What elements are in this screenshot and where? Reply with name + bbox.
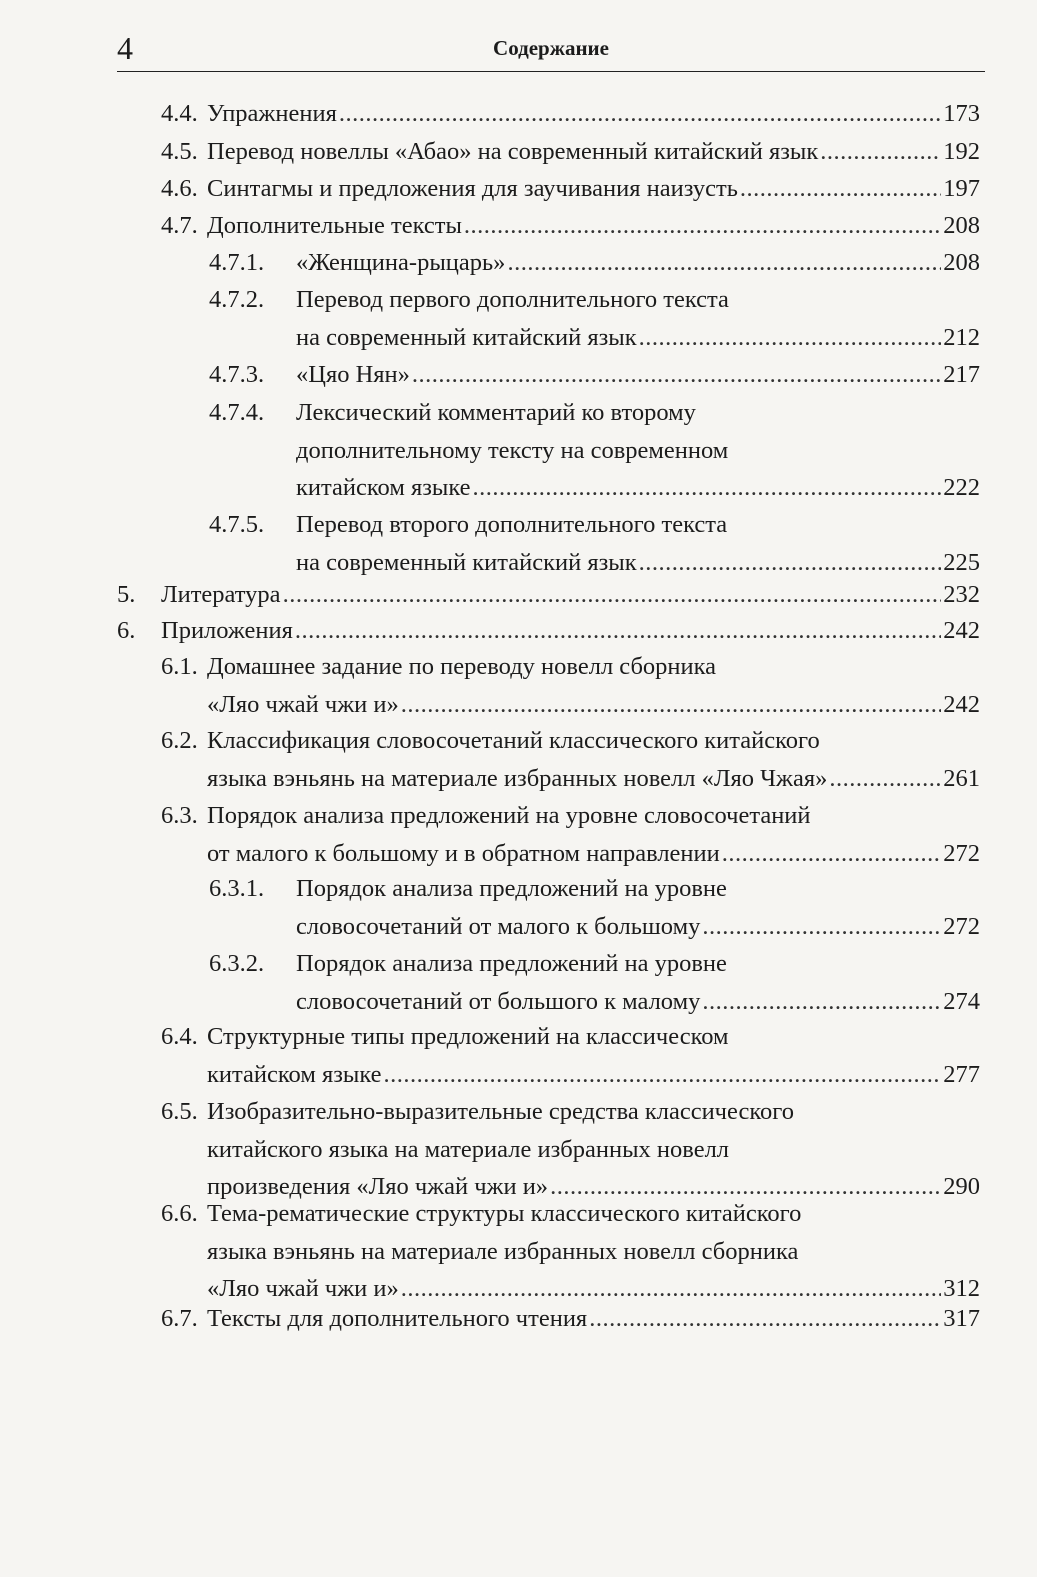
toc-page-number: 242 [943, 690, 980, 718]
dot-leader [412, 356, 941, 394]
toc-entry-line [209, 356, 980, 394]
toc-entry-line [209, 908, 980, 946]
toc-entry-number: 4.7.4. [209, 399, 265, 426]
toc-page-number: 225 [943, 548, 980, 576]
toc-entry-title: Дополнительные тексты [207, 212, 462, 239]
toc-entry-number: 4.7.3. [209, 361, 265, 388]
page-number: 4 [117, 30, 133, 66]
toc-entry-line [161, 1056, 980, 1094]
toc-entry-number: 4.7.1. [209, 249, 265, 276]
dot-leader [820, 133, 941, 171]
toc-entry-title: произведения «Ляо чжай чжи и» [207, 1173, 549, 1200]
toc-entry-title: Порядок анализа предложений на уровне [296, 950, 727, 977]
toc-entry-title: Изобразительно-выразительные средства классического [207, 1098, 794, 1125]
toc-page-number: 208 [943, 212, 980, 239]
toc-page-number: 261 [943, 764, 980, 792]
toc-entry-title: Перевод первого дополнительного текста [296, 286, 729, 313]
toc-entry-title: «Цяо Нян» [296, 361, 410, 388]
toc-entry-line [209, 394, 980, 432]
toc-entry-number: 4.4. [161, 100, 198, 127]
toc-page-number: 212 [943, 323, 980, 351]
toc-entry-line [161, 722, 980, 760]
dot-leader [283, 576, 942, 614]
toc-entry-title: Классификация словосочетаний классического китайского [207, 727, 820, 754]
toc-entry-title: «Ляо чжай чжи и» [207, 1275, 399, 1302]
toc-entry-number: 6.4. [161, 1023, 198, 1050]
toc-entry-line [161, 1093, 980, 1131]
toc-page-number: 192 [943, 138, 980, 165]
toc-entry-line [161, 760, 980, 798]
toc-entry-number: 6.2. [161, 727, 198, 754]
dot-leader [702, 983, 941, 1021]
toc-entry-title: дополнительному тексту на современном [296, 436, 729, 464]
toc-entry-title: Литература [161, 581, 281, 608]
toc-entry-line [161, 1195, 980, 1233]
toc-entry-title: Порядок анализа предложений на уровне словосочетаний [207, 802, 811, 829]
toc-entry-title: Домашнее задание по переводу новелл сборника [207, 653, 717, 680]
toc-entry-title: китайского языка на материале избранных новелл [207, 1135, 730, 1163]
toc-entry-title: Тексты для дополнительного чтения [207, 1305, 588, 1332]
toc-entry-number: 4.7. [161, 212, 198, 239]
toc-entry-line [161, 686, 980, 724]
dot-leader [829, 760, 941, 798]
toc-entry-number: 6.3.2. [209, 950, 265, 977]
toc-entry-title: Перевод новеллы «Абао» на современный китайский язык [207, 138, 819, 165]
toc-entry-title: китайском языке [296, 474, 471, 501]
toc-page-number: 232 [943, 581, 980, 608]
running-head [117, 30, 985, 70]
dot-leader [339, 95, 941, 133]
toc-entry-title: на современный китайский язык [296, 548, 637, 576]
dot-leader [295, 612, 941, 650]
toc-entry-line [209, 244, 980, 282]
toc-entry-line [161, 207, 980, 245]
toc-entry-title: Приложения [161, 617, 293, 644]
toc-entry-title: Упражнения [207, 100, 337, 127]
toc-entry-number: 6. [117, 617, 136, 644]
toc-entry-title: языка вэньянь на материале избранных новелл сборника [207, 1237, 799, 1265]
toc-entry-number: 6.1. [161, 653, 198, 680]
toc-page-number: 208 [943, 249, 980, 276]
dot-leader [473, 469, 942, 507]
header-divider [117, 71, 985, 72]
toc-entry-line [209, 319, 980, 357]
toc-entry-title: «Женщина-рыцарь» [296, 249, 506, 276]
toc-entry-number: 4.7.2. [209, 286, 265, 313]
toc-entry-line [161, 133, 980, 171]
toc-entry-line [161, 170, 980, 208]
dot-leader [464, 207, 941, 245]
toc-entry-line [117, 576, 980, 614]
toc-entry-line [161, 797, 980, 835]
toc-entry-line [209, 506, 980, 544]
toc-entry-title: на современный китайский язык [296, 323, 637, 351]
toc-entry-line [209, 870, 980, 908]
toc-entry-line [161, 648, 980, 686]
toc-entry-line [209, 983, 980, 1021]
toc-entry-line [161, 95, 980, 133]
toc-page-number: 242 [943, 617, 980, 644]
toc-page-number: 222 [943, 474, 980, 501]
toc-entry-title: Лексический комментарий ко второму [296, 399, 696, 426]
toc-entry-number: 5. [117, 581, 136, 608]
toc-entry-number: 6.3. [161, 802, 198, 829]
toc-entry-line [209, 945, 980, 983]
toc-page-number: 290 [943, 1173, 980, 1200]
dot-leader [722, 835, 941, 873]
toc-entry-number: 4.6. [161, 175, 198, 202]
toc-entry-line [161, 1131, 980, 1169]
toc-entry-title: Структурные типы предложений на классическом [207, 1023, 729, 1050]
dot-leader [401, 686, 942, 724]
toc-entry-title: Тема-рематические структуры классического китайского [207, 1200, 802, 1227]
toc-entry-number: 6.3.1. [209, 875, 265, 902]
dot-leader [740, 170, 941, 208]
toc-page-number: 272 [943, 912, 980, 940]
toc-page-number: 274 [943, 987, 980, 1015]
toc-page-number: 197 [943, 175, 980, 202]
toc-entry-title: Синтагмы и предложения для заучивания наизусть [207, 175, 738, 202]
toc-entry-number: 6.6. [161, 1200, 198, 1227]
toc-entry-line [209, 469, 980, 507]
toc-entry-title: «Ляо чжай чжи и» [207, 690, 399, 718]
toc-entry-line [209, 281, 980, 319]
page-title: Содержание [493, 36, 609, 60]
toc-page-number: 272 [943, 839, 980, 867]
toc-entry-number: 6.5. [161, 1098, 198, 1125]
dot-leader [384, 1056, 942, 1094]
dot-leader [507, 244, 941, 282]
toc-entry-title: от малого к большому и в обратном направлении [207, 839, 720, 867]
toc-entry-line [117, 612, 980, 650]
toc-entry-line [161, 1018, 980, 1056]
toc-entry-title: Порядок анализа предложений на уровне [296, 875, 727, 902]
toc-entry-number: 4.5. [161, 138, 198, 165]
toc-entry-line [209, 432, 980, 470]
dot-leader [589, 1300, 941, 1338]
toc-entry-number: 4.7.5. [209, 511, 265, 538]
toc-entry-title: словосочетаний от малого к большому [296, 912, 701, 940]
toc-entry-title: языка вэньянь на материале избранных новелл «Ляо Чжая» [207, 764, 828, 792]
toc-entry-line [161, 835, 980, 873]
toc-entry-line [161, 1233, 980, 1271]
toc-entry-title: китайском языке [207, 1060, 382, 1088]
toc-page-number: 312 [943, 1275, 980, 1302]
toc-page-number: 317 [943, 1305, 980, 1332]
toc-page-number: 277 [943, 1060, 980, 1088]
dot-leader [639, 319, 942, 357]
toc-entry-number: 6.7. [161, 1305, 198, 1332]
toc-page-number: 217 [943, 361, 980, 388]
dot-leader [702, 908, 941, 946]
toc-page-number: 173 [943, 100, 980, 127]
toc-entry-title: Перевод второго дополнительного текста [296, 511, 728, 538]
toc-entry-title: словосочетаний от большого к малому [296, 987, 701, 1015]
toc-entry-line [161, 1300, 980, 1338]
